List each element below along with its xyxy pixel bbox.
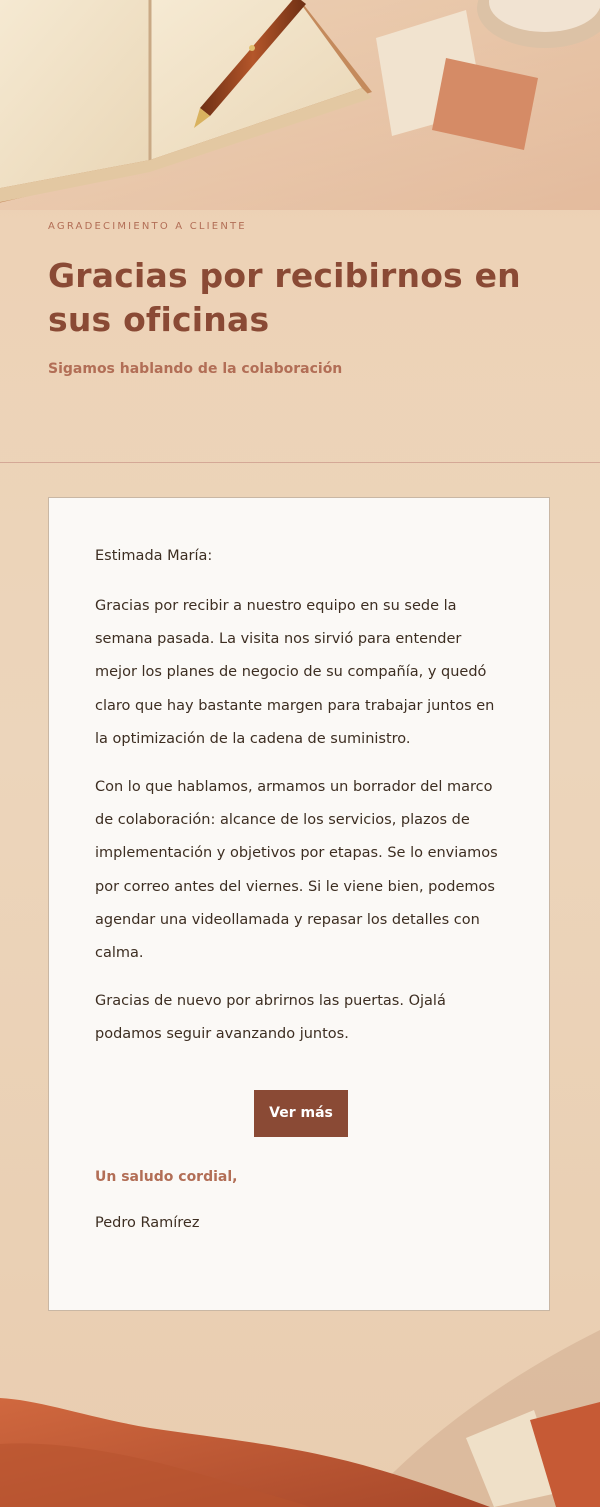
cta-wrapper xyxy=(95,1090,507,1137)
page-title: Gracias por recibirnos en sus oficinas xyxy=(48,256,521,339)
eyebrow-label: AGRADECIMIENTO A CLIENTE xyxy=(48,221,247,232)
letter-card xyxy=(48,497,550,1311)
section-divider xyxy=(0,462,600,463)
letter-paragraph: Gracias de nuevo por abrirnos las puertas. Ojalá podamos seguir avanzando juntos. xyxy=(95,993,446,1043)
letter-paragraph: Con lo que hablamos, armamos un borrador del marco de colaboración: alcance de los servicios, plazos de implementación y objetivos por etapas. Se lo enviamos por correo antes del viernes. Si le viene bien, podemos agendar una videollamada y repasar los detalles con calma. xyxy=(95,779,498,962)
letter-greeting: Estimada María: xyxy=(95,548,213,564)
header xyxy=(48,214,568,380)
ver-mas-button[interactable]: Ver más xyxy=(254,1090,348,1137)
letter-signoff: Un saludo cordial, xyxy=(95,1168,238,1185)
page-subtitle: Sigamos hablando de la colaboración xyxy=(48,361,343,377)
letter-paragraph: Gracias por recibir a nuestro equipo en su sede la semana pasada. La visita nos sirvió para entender mejor los planes de negocio de su compañía, y quedó claro que hay bastante margen para trabajar juntos en la optimización de la cadena de suministro. xyxy=(95,598,495,747)
letter-body xyxy=(95,542,507,1235)
letter-signature: Pedro Ramírez xyxy=(95,1214,200,1231)
